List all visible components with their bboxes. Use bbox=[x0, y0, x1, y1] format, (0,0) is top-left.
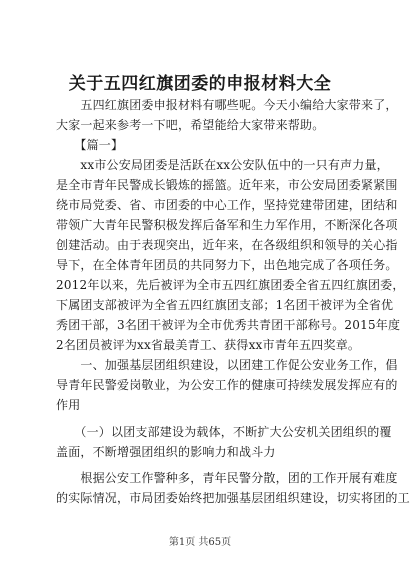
body-line: 的实际情况，市局团委始终把加强基层团组织建设，切实将团的工 bbox=[56, 491, 410, 505]
body-line: 2012年以来，先后被评为全市五四红旗团委全省五四红旗团委， bbox=[56, 278, 405, 292]
body-line: 是全市青年民警成长锻炼的摇篮。近年来，市公安局团委紧紧围 bbox=[56, 178, 398, 192]
body-line: 下属团支部被评为全省五四红旗团支部；1名团干被评为全省优 bbox=[56, 298, 394, 312]
body-line: 导青年民警爱岗敬业，为公安工作的健康可持续发展发挥应有的 bbox=[56, 378, 398, 392]
body-line: 盖面，不断增强团组织的影响力和战斗力 bbox=[56, 445, 276, 459]
body-line: 创建活动。由于表现突出，近年来，在各级组织和领导的关心指 bbox=[56, 238, 398, 252]
page-number-footer: 第1页 共65页 bbox=[168, 537, 232, 548]
body-line: （一）以团支部建设为载体，不断扩大公安机关团组织的覆 bbox=[56, 425, 392, 439]
body-line: 大家一起来参考一下吧，希望能给大家带来帮助。 bbox=[56, 118, 325, 132]
body-line: 作用 bbox=[56, 398, 81, 412]
body-line: 秀团干部，3名团干被评为全市优秀共青团干部称号。2015年度 bbox=[56, 318, 401, 332]
body-line: 2名团员被评为xx省最美青工、获得xx市青年五四奖章。 bbox=[56, 338, 361, 352]
body-line: xx市公安局团委是活跃在xx公安队伍中的一只有声力量， bbox=[56, 158, 389, 172]
body-line: 带领广大青年民警积极发挥后备军和生力军作用，不断深化各项 bbox=[56, 218, 398, 232]
body-line: 一、加强基层团组织建设，以团建工作促公安业务工作，倡 bbox=[56, 358, 398, 372]
body-line: 五四红旗团委申报材料有哪些呢。今天小编给大家带来了， bbox=[56, 98, 398, 112]
body-line: 导下，在全体青年团员的共同努力下，出色地完成了各项任务。 bbox=[56, 258, 398, 272]
body-line: 根据公安工作警种多，青年民警分散，团的工作开展有难度 bbox=[56, 471, 398, 485]
document-title: 关于五四红旗团委的申报材料大全 bbox=[68, 74, 332, 94]
section-heading: 【篇一】 bbox=[56, 138, 124, 152]
body-line: 绕市局党委、省、市团委的中心工作，坚持党建带团建，团结和 bbox=[56, 198, 398, 212]
